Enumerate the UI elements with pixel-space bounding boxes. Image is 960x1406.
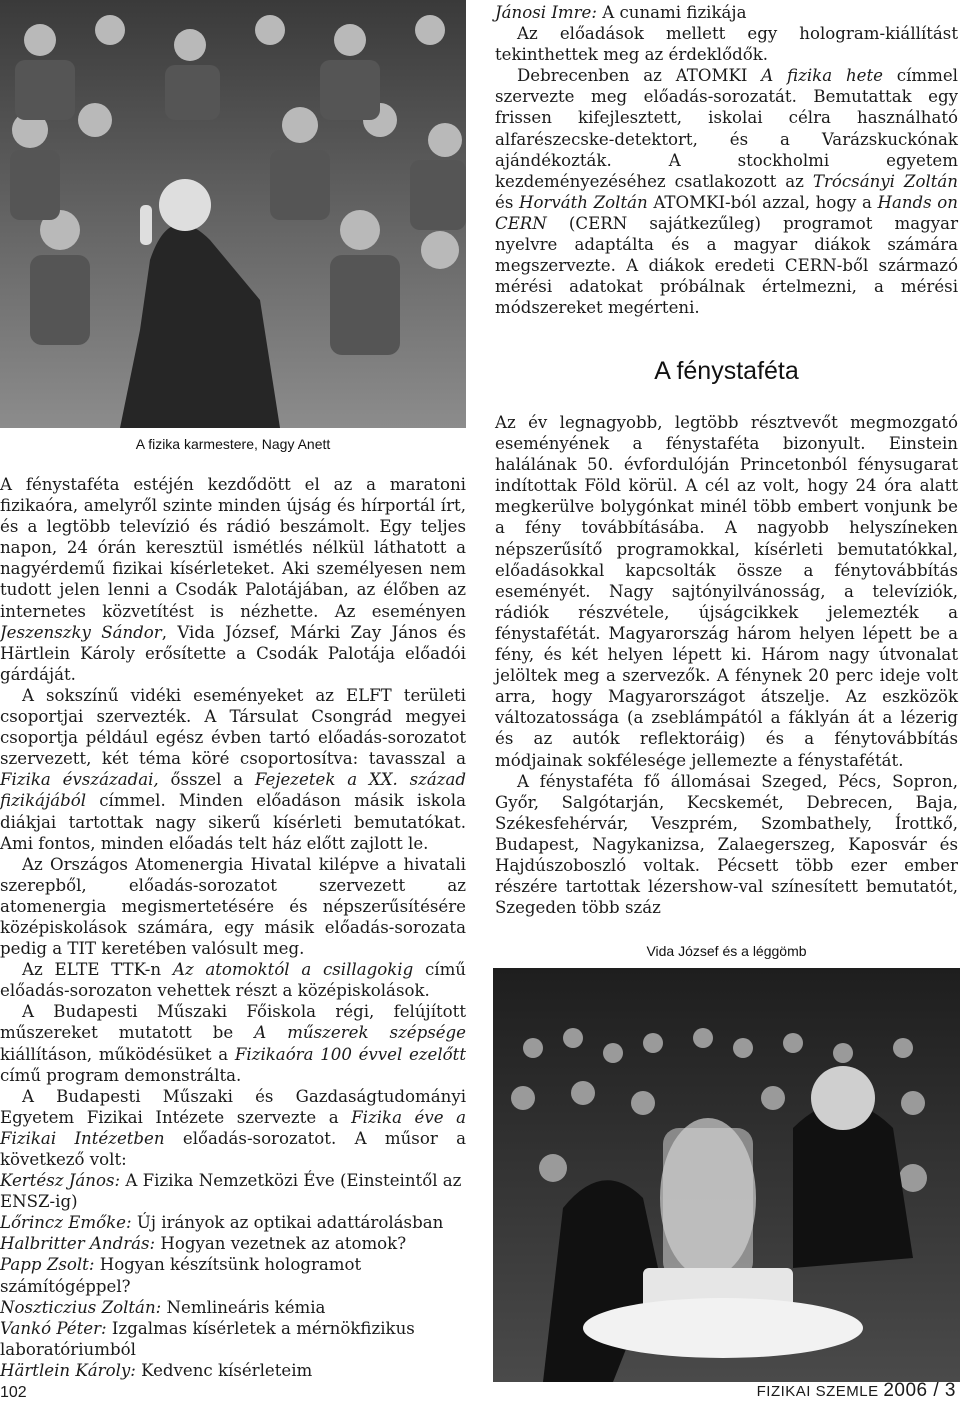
- program-item: Papp Zsolt: Hogyan készítsünk hologramot számítógéppel?: [0, 1255, 362, 1296]
- journal-footer: [757, 1380, 956, 1402]
- issue-number: 2006 / 3: [883, 1380, 956, 1401]
- paragraph: Az előadások mellett egy hologram-kiállítást tekinthettek meg az érdeklődők.: [495, 24, 958, 65]
- photo-caption-top: A fizika karmestere, Nagy Anett: [135, 436, 331, 452]
- paragraph: Az év legnagyobb, legtöbb résztvevőt megmozgató eseményének a fénystaféta bizonyult. Einstein halálának 50. évfordulóján Princetonból fénysugarat indítottak Föld körül. A cél az volt, hogy 24 óra alatt megkerülve bolygónkat minél több embert vonjunk be a fény továbbításába. A nagyobb helyszíneken népszerűsítő programokkal, kísérleti bemutatókkal, előadásokkal kapcsolták össze a fénytovábbítás eseményét. Nagy sajtónyilvánosság, a televíziók, rádiók részvétele, újságcikkek jelemezték a fénystafétát. Magyarország három helyen lépett be a fény, és két helyen lépett ki. Három nagy útvonalat jelöltek meg a szervezők. A fénynek 20 perc ideje volt arra, hogy Magyarországot átszelje. Az eszközök változatossága (a zseblámpától a fáklyán át a lézerig és az autók reflektoráig) és a fénytovábbítás módjainak sokfélesége jellemezte a fénystafétát.: [495, 413, 958, 770]
- program-item: Lőrincz Emőke: Új irányok az optikai adattárolásban: [0, 1213, 444, 1233]
- balloon-photo-illustration: [493, 968, 960, 1382]
- paragraph: A Budapesti Műszaki és Gazdaságtudományi Egyetem Fizikai Intézete szervezte a Fizika éve a Fizikai Intézetben előadás-sorozatot. A műsor a következő volt:: [0, 1086, 467, 1169]
- article-column-right-top: [495, 2, 958, 318]
- article-column-right-bottom: [495, 412, 958, 918]
- program-item: Vankó Péter: Izgalmas kísérletek a mérnökfizikus laboratóriumból: [0, 1318, 415, 1359]
- journal-name: FIZIKAI SZEMLE: [756, 1383, 879, 1400]
- paragraph: A fénystaféta estéjén kezdődött el az a maratoni fizikaóra, amelyről szinte minden újság és hírportál írt, és a legtöbb televízió és rádió beszámolt. Egy teljes napon, 24 órán keresztül ismétlés nélkül láthatott a nagyérdemű fizikai kísérleteket. Aki személyesen nem tudott jelen lenni a Csodák Palotájában, az élőben az internetes közvetítést is nézhette. Az eseményen Jeszenszky Sándor, Vida József, Márki Zay János és Härtlein Károly erősítette a Csodák Palotája előadói gárdáját.: [0, 475, 466, 684]
- lecture-entry: [495, 2, 958, 23]
- lecturer-name: Jánosi Imre:: [495, 3, 597, 22]
- program-item: Härtlein Károly: Kedvenc kísérleteim: [0, 1360, 313, 1380]
- paragraph: Debrecenben az ATOMKI A fizika hete címmel szervezte meg előadás-sorozatát. Bemutattak egy frissen kifejlesztett, iskolai célra használható alfarészecske-detektort, és a Varázskuckónak ajándékozták. A stockholmi egyetem kezdeményezéséhez csatlakozott az Trócsányi Zoltán és Horváth Zoltán ATOMKI-ból azzal, hogy a Hands on CERN (CERN sajátkezűleg) programot magyar nyelvre adaptálta és a magyar diákok számára megszervezte. A diákok eredeti CERN-ből származó mérési adatokat próbálnak értelmezni, a mérési módszereket megérteni.: [495, 66, 958, 318]
- program-item: Kertész János: A Fizika Nemzetközi Éve (Einsteintől az ENSZ-ig): [0, 1171, 462, 1212]
- photo-balloon-demo: [493, 968, 960, 1382]
- program-item: Noszticzius Zoltán: Nemlineáris kémia: [0, 1297, 326, 1317]
- page-number: 102: [0, 1384, 27, 1401]
- audience-photo-illustration: [0, 0, 466, 428]
- paragraph: A sokszínű vidéki eseményeket az ELFT területi csoportjai szervezték. A Társulat Csongrád megyei csoportja például egész évben tartó előadás-sorozatot szervezett, két téma köré csoportosítva: tavasszal a Fizika évszázadai, ősszel a Fejezetek a XX. század fizikájából címmel. Minden előadáson másik iskola diákjai tartottak nagy sikerű kísérleti bemutatókat. Ami fontos, minden előadás telt ház előtt zajlott le.: [0, 685, 467, 853]
- photo-caption-bottom: Vida József és a léggömb: [646, 943, 807, 959]
- paragraph: A Budapesti Műszaki Főiskola régi, felújított műszereket mutatott be A műszerek szépsége kiállításon, működésüket a Fizikaóra 100 évvel ezelőtt című program demonstrálta.: [0, 1002, 466, 1085]
- paragraph: Az Országos Atomenergia Hivatal kilépve a hivatali szerepből, előadás-sorozatot szervezett az atomenergia megismertetésére és népszerűsítésére középiskolások számára, egy másik előadás-sorozata pedig a TIT keretében valósult meg.: [0, 854, 466, 959]
- section-heading: A fénystaféta: [654, 357, 799, 385]
- article-column-left: [0, 474, 466, 1381]
- paragraph: A fénystaféta fő állomásai Szeged, Pécs, Sopron, Győr, Salgótarján, Kecskemét, Debrecen, Baja, Székesfehérvár, Veszprém, Szombathely, Írottkő, Budapest, Nagykanizsa, Zalaegerszeg, Kaposvár és Hajdúszoboszló voltak. Pécsett több ezer ember részére tartottak lézershow-val színesített bemutatót, Szegeden több száz: [495, 771, 958, 918]
- lecture-title: A cunami fizikája: [602, 3, 747, 22]
- photo-physics-conductor: [0, 0, 466, 428]
- program-item: Halbritter András: Hogyan vezetnek az atomok?: [0, 1234, 407, 1254]
- paragraph: Az ELTE TTK-n Az atomoktól a csillagokig című előadás-sorozaton vehettek részt a középiskolások.: [0, 960, 466, 1001]
